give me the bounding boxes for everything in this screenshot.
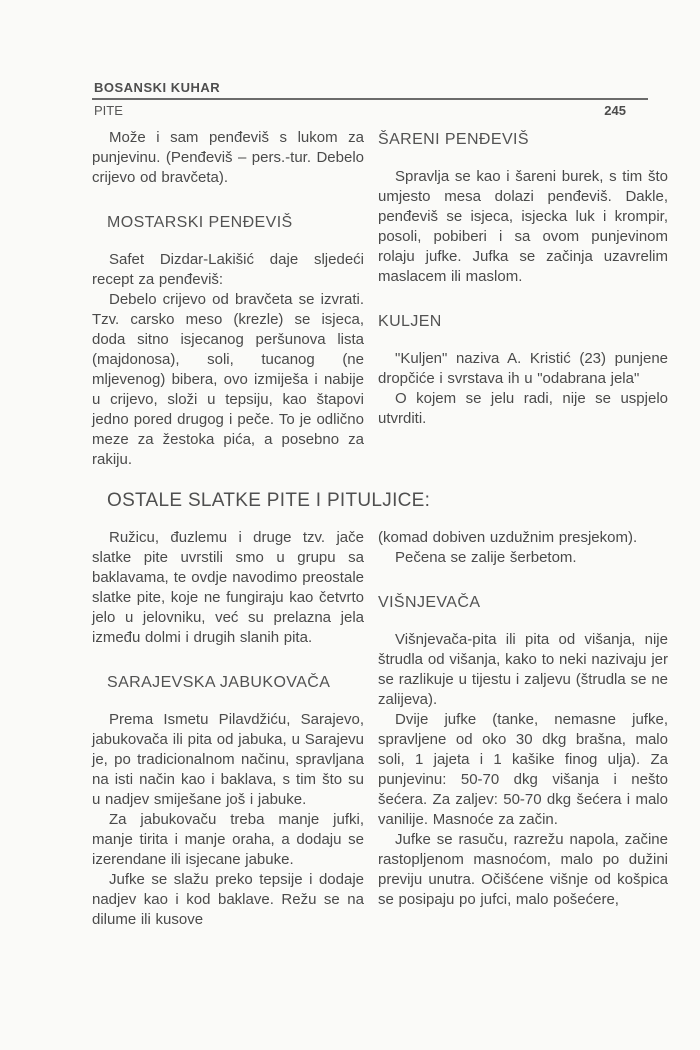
paragraph-mostarski-1: Safet Dizdar-Lakišić daje sljedeći recept za penđeviš: bbox=[92, 251, 364, 288]
top-right-column bbox=[378, 128, 668, 470]
paragraph-jabukovaca-serbet: Pečena se zalije šerbetom. bbox=[395, 549, 577, 566]
recipe-heading-kuljen: KULJEN bbox=[378, 313, 442, 330]
bottom-left-column bbox=[92, 528, 364, 930]
bottom-columns bbox=[92, 528, 672, 930]
paragraph-sareni-1: Spravlja se kao i šareni burek, s tim što umjesto mesa dolazi penđeviš. Dakle, penđeviš se isjeca, isjecka luk i krompir, posoli, pobiberi i sa ovom punjevinom rolaju jufke. Jufka se začinja uzavrelim maslacem ili maslom. bbox=[378, 168, 668, 285]
paragraph-visnjevaca-2: Dvije jufke (tanke, nemasne jufke, spravljene od oko 30 dkg brašna, malo soli, 1 jajeta i 1 kašike finog ulja). Za punjevinu: 50-70 dkg višanja i nešto šećera. Za zaljev: 50-70 dkg šećera i malo vanilije. Masnoće za začin. bbox=[378, 711, 668, 828]
book-title: BOSANSKI KUHAR bbox=[92, 80, 648, 100]
recipe-heading-sarajevska-jabukovaca: SARAJEVSKA JABUKOVAČA bbox=[107, 674, 331, 691]
recipe-heading-mostarski-pendevis: MOSTARSKI PENĐEVIŠ bbox=[107, 214, 293, 231]
paragraph-jabukovaca-2: Za jabukovaču treba manje jufki, manje tirita i manje oraha, a dodaju se izerendane ili isjecane jabuke. bbox=[92, 811, 364, 868]
paragraph-jabukovaca-3: Jufke se slažu preko tepsije i dodaje nadjev kao i kod baklave. Režu se na dilume ili kusove bbox=[92, 871, 364, 928]
recipe-heading-visnjevaca: VIŠNJEVAČA bbox=[378, 594, 481, 611]
section-heading-ostale-slatke-pite: OSTALE SLATKE PITE I PITULJICE: bbox=[107, 490, 431, 511]
page-content bbox=[92, 80, 672, 930]
running-head bbox=[92, 80, 648, 118]
paragraph-visnjevaca-1: Višnjevača-pita ili pita od višanja, nije štrudla od višanja, kako to neki nazivaju jer se razlikuje u tijestu i zaljevu (štrudla se ne zalijeva). bbox=[378, 631, 668, 708]
top-left-column bbox=[92, 128, 364, 470]
chapter-label: PITE bbox=[94, 103, 123, 118]
paragraph-jabukovaca-1: Prema Ismetu Pilavdžiću, Sarajevo, jabukovača ili pita od jabuka, u Sarajevu je, po tradicionalnom načinu, spravljana na isti način kao i baklava, s tim što su u nadjev smiješane još i jabuke. bbox=[92, 711, 364, 808]
paragraph-pendevis-intro: Može i sam penđeviš s lukom za punjevinu. (Penđeviš – pers.-tur. Debelo crijevo od bravčeta). bbox=[92, 129, 364, 186]
paragraph-slatke-pite-intro: Ružicu, đuzlemu i druge tzv. jače slatke pite uvrstili smo u grupu sa baklavama, te ovdje navodimo preostale slatke pite, koje ne fungiraju kao četvrto jelo u jelovniku, već su prelazna jela između dolmi i drugih slanih pita. bbox=[92, 529, 364, 646]
top-columns bbox=[92, 128, 672, 470]
paragraph-visnjevaca-3: Jufke se rasuču, razrežu napola, začine rastopljenom masnoćom, malo po dužini previju unutra. Očišćene višnje od košpica se posipaju po jufci, malo pošećere, bbox=[378, 831, 668, 908]
recipe-heading-sareni-pendevis: ŠARENI PENĐEVIŠ bbox=[378, 131, 529, 148]
chapter-row bbox=[92, 100, 648, 118]
paragraph-mostarski-2: Debelo crijevo od bravčeta se izvrati. Tzv. carsko meso (krezle) se isjeca, doda sitno isjecanog peršunova lista (majdonosa), soli, tucanog (ne mljevenog) bibera, ovo izmiješa i nabije u crijevo, složi u tepsiju, kao štapovi jedno pored drugog i peče. To je odlično meze za žestoka pića, a posebno za rakiju. bbox=[92, 291, 364, 468]
bottom-right-column bbox=[378, 528, 668, 930]
paragraph-kuljen-1: "Kuljen" naziva A. Kristić (23) punjene dropčiće i svrstava ih u "odabrana jela" bbox=[378, 350, 668, 387]
paragraph-jabukovaca-continuation: (komad dobiven uzdužnim presjekom). bbox=[378, 529, 638, 546]
paragraph-kuljen-2: O kojem se jelu radi, nije se uspjelo utvrditi. bbox=[378, 390, 668, 427]
page-number: 245 bbox=[604, 103, 626, 118]
